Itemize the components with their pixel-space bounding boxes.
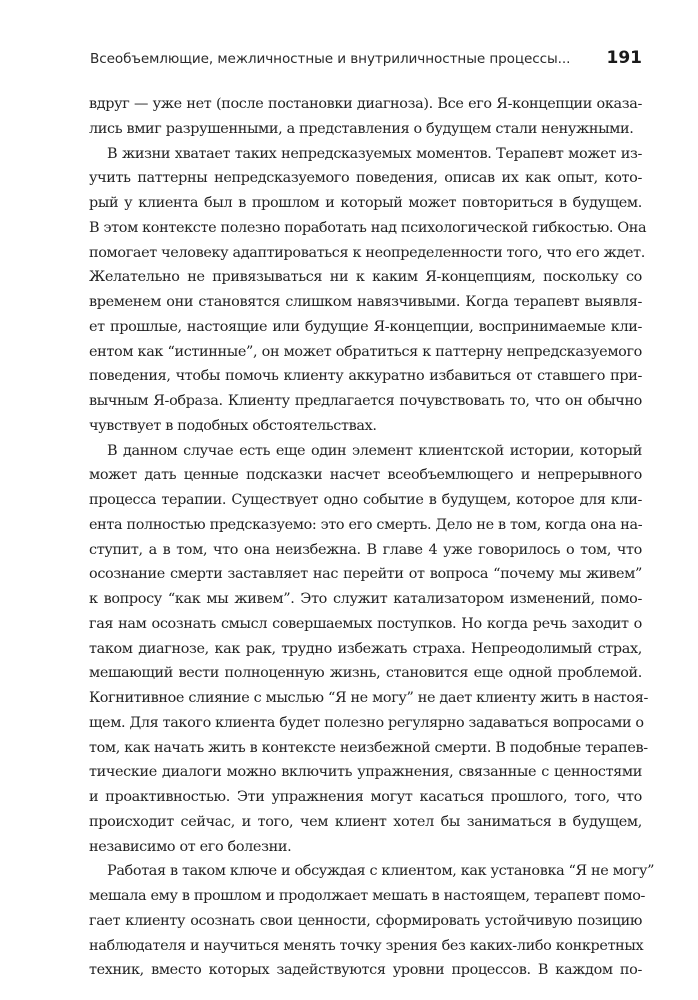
- text-line: ента полностью предсказуемо: это его смерть. Дело не в том, когда она на-: [89, 516, 643, 533]
- text-line: тические диалоги можно включить упражнения, связанные с ценностями: [89, 764, 642, 781]
- text-line: лись вмиг разрушенными, а представления о будущем стали ненужными.: [89, 120, 634, 137]
- text-line: ентом как “истинные”, он может обратиться к паттерну непредсказуемого: [89, 343, 642, 360]
- text-line: щем. Для такого клиента будет полезно регулярно задаваться вопросами о: [89, 714, 644, 731]
- text-line: ет прошлые, настоящие или будущие Я-концепции, воспринимаемые кли-: [89, 318, 642, 335]
- text-line: и проактивностью. Эти упражнения могут касаться прошлого, того, что: [89, 789, 642, 805]
- text-line: В этом контексте полезно поработать над психологической гибкостью. Она: [89, 219, 647, 236]
- text-line: В жизни хватает таких непредсказуемых моментов. Терапевт может из-: [107, 145, 642, 162]
- text-line: Работая в таком ключе и обсуждая с клиентом, как установка “Я не могу”: [107, 863, 655, 880]
- text-line: Желательно не привязываться ни к каким Я-концепциям, поскольку со: [89, 269, 642, 286]
- text-line: может дать ценные подсказки насчет всеобъемлющего и непрерывного: [89, 467, 642, 484]
- text-line: рый у клиента был в прошлом и который может повториться в будущем.: [89, 195, 642, 211]
- text-line: техник, вместо которых задействуются уровни процессов. В каждом по-: [89, 962, 642, 979]
- text-line: гая нам осознать смысл совершаемых поступков. Но когда речь заходит о: [89, 615, 642, 632]
- running-head-title: Всеобъемлющие, межличностные и внутриличностные процессы...: [90, 51, 571, 67]
- text-line: к вопросу “как мы живем”. Это служит катализатором изменений, помо-: [89, 591, 642, 607]
- text-line: помогает человеку адаптироваться к неопределенности того, что его ждет.: [89, 244, 646, 261]
- paragraph: [89, 92, 642, 142]
- text-line: осознание смерти заставляет нас перейти от вопроса “почему мы живем”: [89, 566, 642, 583]
- text-line: учить паттерны непредсказуемого поведения, описав их как опыт, кото-: [89, 170, 642, 187]
- text-line: временем они становятся слишком навязчивыми. Когда терапевт выявля-: [89, 294, 642, 310]
- text-line: вдруг — уже нет (после постановки диагноза). Все его Я-концепции оказа-: [89, 96, 642, 112]
- paragraph: [89, 142, 647, 439]
- text-line: Когнитивное слияние с мыслью “Я не могу” не дает клиенту жить в настоя-: [89, 690, 648, 706]
- paragraph: [89, 859, 655, 983]
- text-line: чувствует в подобных обстоятельствах.: [89, 417, 377, 434]
- page-number: 191: [606, 48, 642, 68]
- text-line: поведения, чтобы помочь клиенту аккуратно избавиться от ставшего при-: [89, 368, 642, 385]
- running-head: [70, 46, 642, 72]
- text-line: ступит, а в том, что она неизбежна. В главе 4 уже говорилось о том, что: [89, 541, 642, 558]
- text-line: наблюдателя и научиться менять точку зрения без каких-либо конкретных: [89, 937, 644, 954]
- paragraph: [89, 439, 648, 860]
- text-line: В данном случае есть еще один элемент клиентской истории, который: [107, 442, 642, 459]
- text-line: вычным Я-образа. Клиенту предлагается почувствовать то, что он обычно: [89, 393, 642, 409]
- text-line: процесса терапии. Существует одно событие в будущем, которое для кли-: [89, 492, 642, 508]
- text-line: независимо от его болезни.: [89, 838, 292, 855]
- text-line: мешала ему в прошлом и продолжает мешать в настоящем, терапевт помо-: [89, 888, 646, 904]
- text-line: мешающий вести полноценную жизнь, становится еще одной проблемой.: [89, 665, 642, 682]
- body-text: [89, 92, 655, 983]
- text-line: том, как начать жить в контексте неизбежной смерти. В подобные терапев-: [89, 739, 648, 756]
- text-line: гает клиенту осознать свои ценности, сформировать устойчивую позицию: [89, 912, 642, 929]
- text-line: происходит сейчас, и того, чем клиент хотел бы заниматься в будущем,: [89, 813, 642, 830]
- text-line: таком диагнозе, как рак, трудно избежать страха. Непреодолимый страх,: [89, 640, 642, 657]
